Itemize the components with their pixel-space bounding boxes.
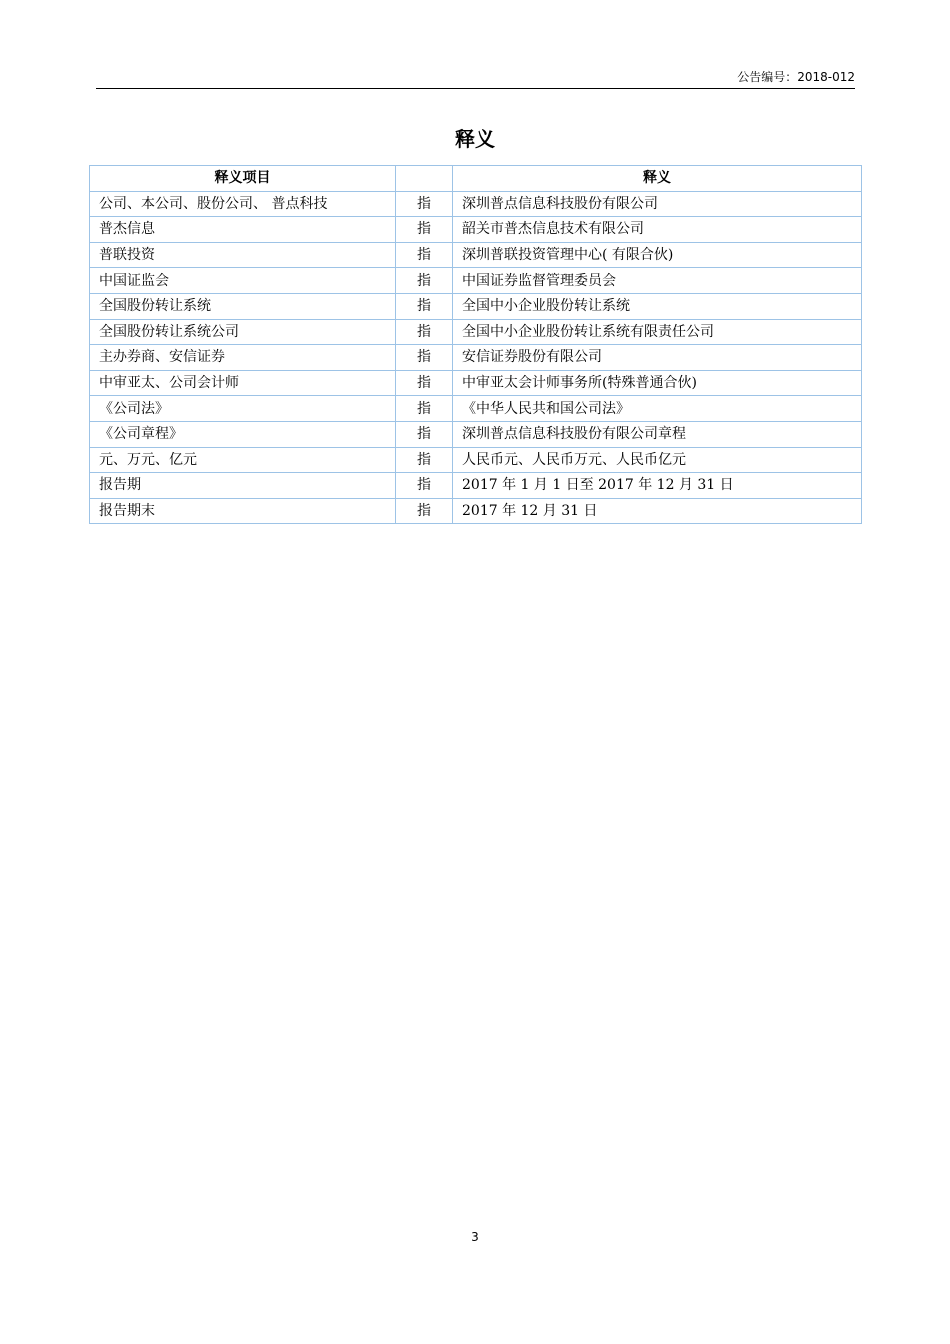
ref-cell: 指	[396, 268, 453, 294]
definition-cell: 人民币元、人民币万元、人民币亿元	[453, 447, 862, 473]
ref-cell: 指	[396, 345, 453, 371]
definition-cell: 全国中小企业股份转让系统有限责任公司	[453, 319, 862, 345]
definition-cell: 2017 年 1 月 1 日至 2017 年 12 月 31 日	[453, 473, 862, 499]
ref-cell: 指	[396, 498, 453, 524]
table-row	[90, 370, 862, 396]
definition-cell: 深圳普点信息科技股份有限公司	[453, 191, 862, 217]
table-row	[90, 345, 862, 371]
table-row	[90, 217, 862, 243]
definition-cell: 2017 年 12 月 31 日	[453, 498, 862, 524]
page-number: 3	[471, 1230, 479, 1244]
definition-cell: 深圳普联投资管理中心( 有限合伙)	[453, 242, 862, 268]
definitions-table	[89, 165, 862, 524]
table-row	[90, 242, 862, 268]
term-cell: 中审亚太、公司会计师	[90, 370, 396, 396]
table-row	[90, 396, 862, 422]
term-cell: 中国证监会	[90, 268, 396, 294]
term-cell: 全国股份转让系统公司	[90, 319, 396, 345]
ref-cell: 指	[396, 370, 453, 396]
table-header-row	[90, 166, 862, 192]
definition-cell: 安信证券股份有限公司	[453, 345, 862, 371]
ref-cell: 指	[396, 473, 453, 499]
definition-cell: 《中华人民共和国公司法》	[453, 396, 862, 422]
term-cell: 公司、本公司、股份公司、 普点科技	[90, 191, 396, 217]
ref-cell: 指	[396, 447, 453, 473]
ref-cell: 指	[396, 242, 453, 268]
ref-cell: 指	[396, 319, 453, 345]
term-cell: 主办券商、安信证券	[90, 345, 396, 371]
table-row	[90, 498, 862, 524]
table-row	[90, 473, 862, 499]
page-header	[96, 68, 855, 89]
header-ref	[396, 166, 453, 192]
term-cell: 报告期	[90, 473, 396, 499]
header-definition: 释义	[453, 166, 862, 192]
definition-cell: 全国中小企业股份转让系统	[453, 293, 862, 319]
term-cell: 报告期末	[90, 498, 396, 524]
term-cell: 普联投资	[90, 242, 396, 268]
term-cell: 《公司法》	[90, 396, 396, 422]
ref-cell: 指	[396, 293, 453, 319]
definition-cell: 中国证券监督管理委员会	[453, 268, 862, 294]
ref-cell: 指	[396, 217, 453, 243]
header-term: 释义项目	[90, 166, 396, 192]
term-cell: 普杰信息	[90, 217, 396, 243]
table-row	[90, 421, 862, 447]
term-cell: 全国股份转让系统	[90, 293, 396, 319]
table-row	[90, 268, 862, 294]
ref-cell: 指	[396, 396, 453, 422]
ref-cell: 指	[396, 421, 453, 447]
table-row	[90, 293, 862, 319]
definition-cell: 深圳普点信息科技股份有限公司章程	[453, 421, 862, 447]
table-row	[90, 447, 862, 473]
table-row	[90, 319, 862, 345]
table-row	[90, 191, 862, 217]
term-cell: 《公司章程》	[90, 421, 396, 447]
ref-cell: 指	[396, 191, 453, 217]
definition-cell: 中审亚太会计师事务所(特殊普通合伙)	[453, 370, 862, 396]
announcement-number: 公告编号：2018-012	[737, 70, 855, 84]
definition-cell: 韶关市普杰信息技术有限公司	[453, 217, 862, 243]
term-cell: 元、万元、亿元	[90, 447, 396, 473]
section-title: 释义	[455, 127, 495, 151]
